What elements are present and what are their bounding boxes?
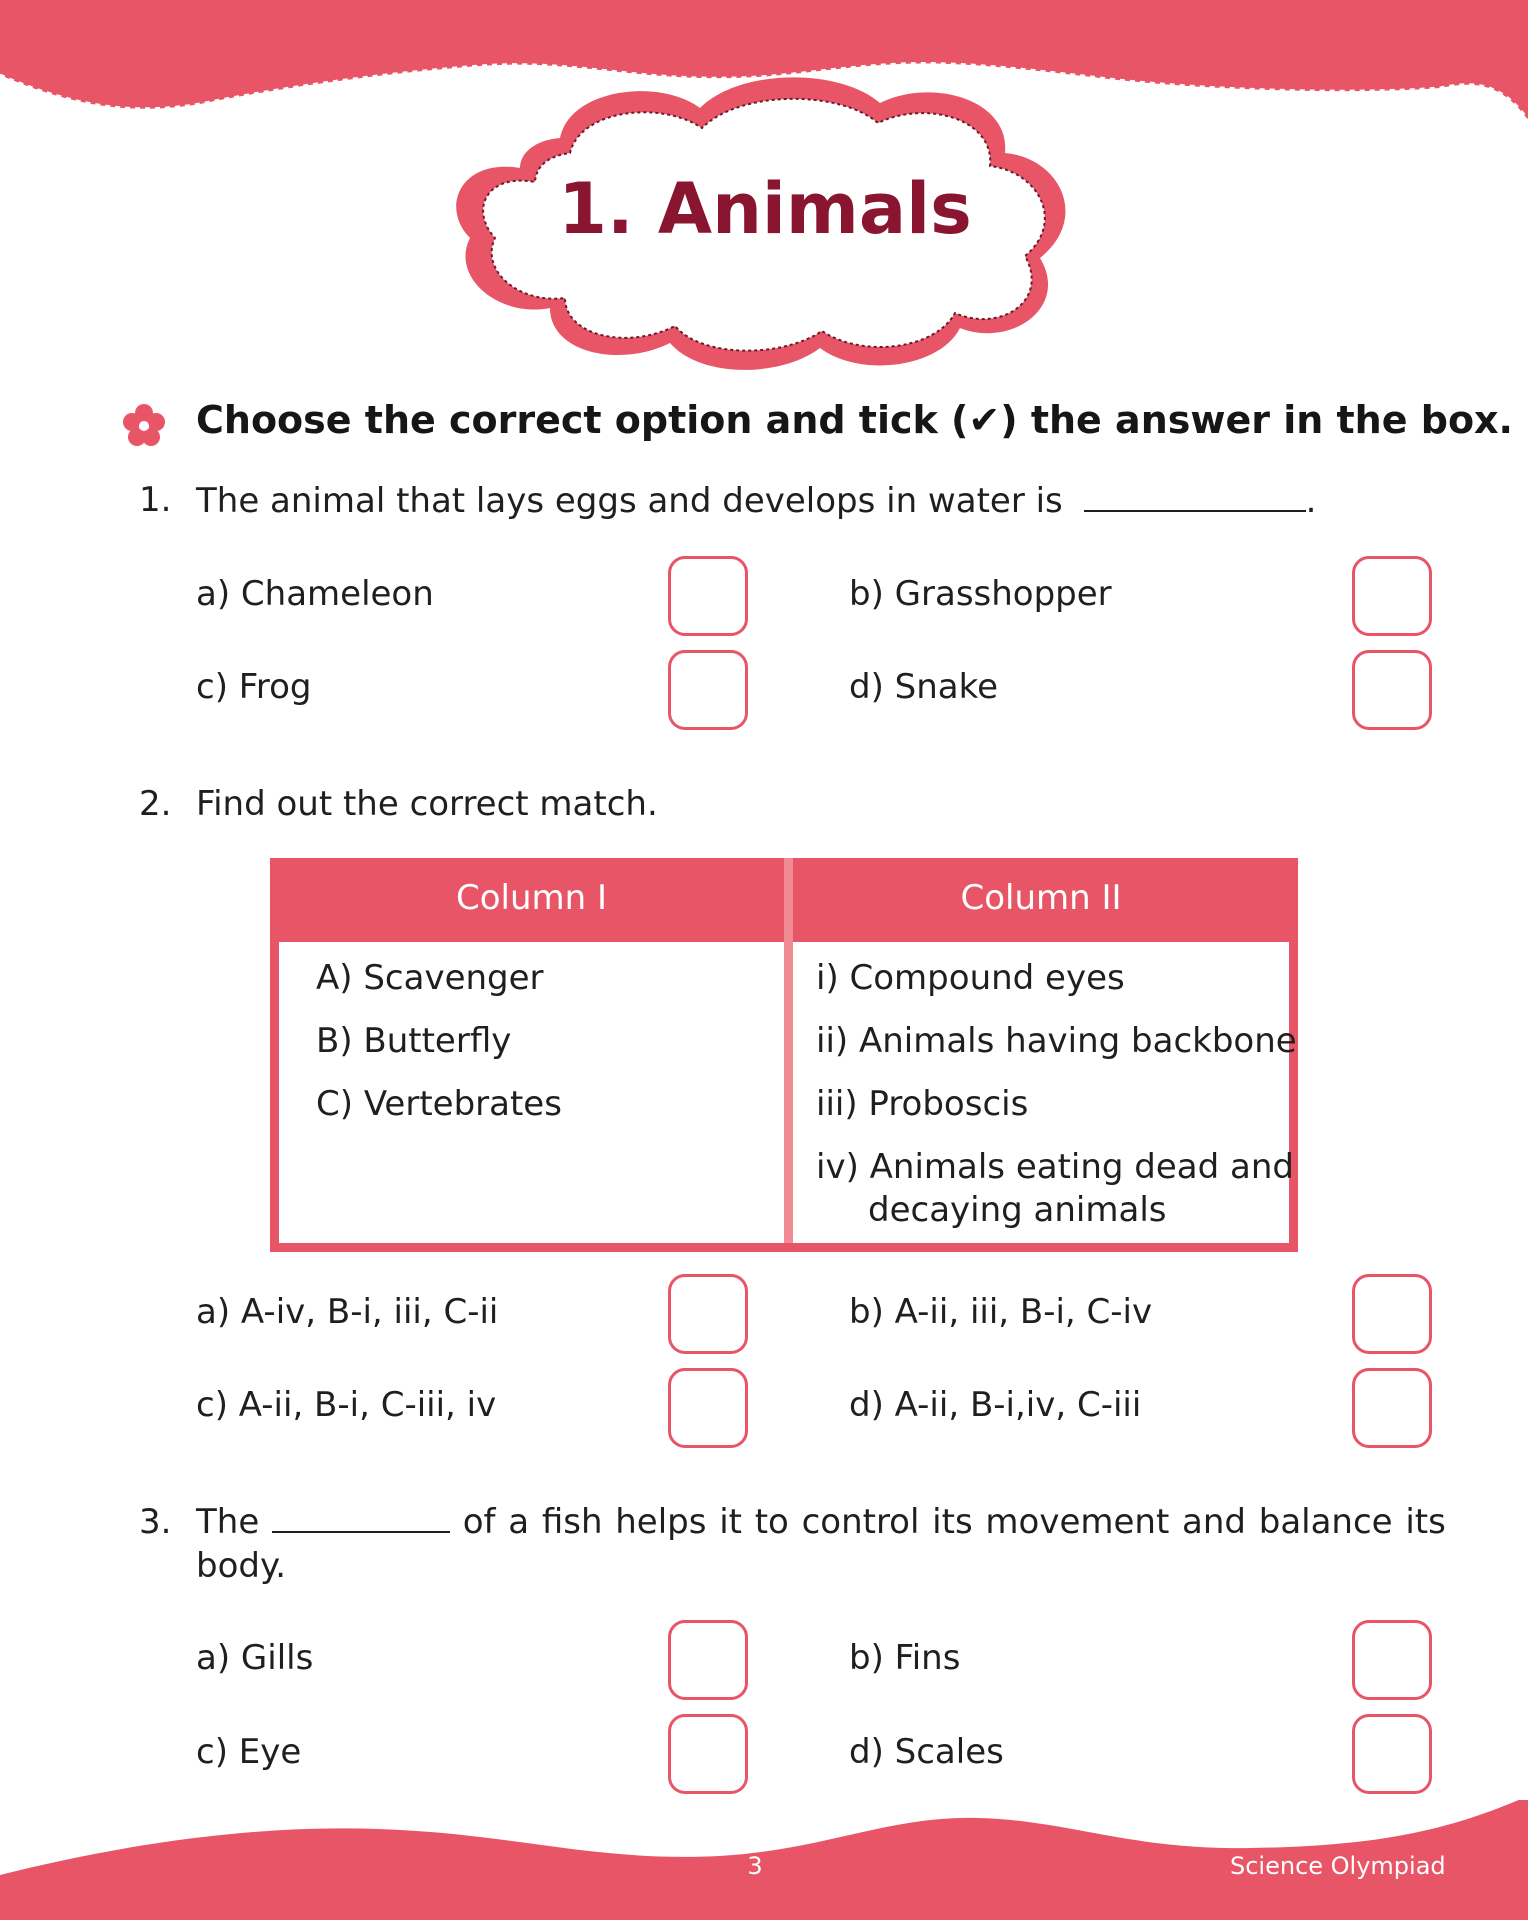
question-3-text bbox=[196, 1502, 1446, 1586]
q1-option-a-checkbox[interactable] bbox=[668, 556, 748, 636]
q2-option-d: d) A-ii, B-i,iv, C-iii bbox=[849, 1385, 1142, 1425]
q2-option-b-checkbox[interactable] bbox=[1352, 1274, 1432, 1354]
q3-word: it bbox=[719, 1502, 742, 1542]
q3-word: The bbox=[196, 1502, 260, 1542]
q1-option-c-checkbox[interactable] bbox=[668, 650, 748, 730]
question-1-end: . bbox=[1305, 481, 1317, 521]
question-2-number: 2. bbox=[139, 784, 172, 824]
q3-word: fish bbox=[541, 1502, 603, 1542]
q1-option-a: a) Chameleon bbox=[196, 574, 434, 614]
book-name: Science Olympiad bbox=[1230, 1852, 1446, 1880]
q2-option-c-checkbox[interactable] bbox=[668, 1368, 748, 1448]
q3-option-a: a) Gills bbox=[196, 1638, 314, 1678]
question-1-prompt: The animal that lays eggs and develops in water is bbox=[196, 481, 1063, 521]
answer-blank bbox=[1084, 480, 1306, 512]
q3-word: a bbox=[508, 1502, 530, 1542]
q2-option-a-checkbox[interactable] bbox=[668, 1274, 748, 1354]
q3-option-d-checkbox[interactable] bbox=[1352, 1714, 1432, 1794]
match-table-divider bbox=[784, 858, 793, 1243]
column-2-item: ii) Animals having backbone bbox=[816, 1021, 1297, 1061]
question-1-number: 1. bbox=[139, 480, 172, 520]
q2-option-b: b) A-ii, iii, B-i, C-iv bbox=[849, 1292, 1153, 1332]
q1-option-d-checkbox[interactable] bbox=[1352, 650, 1432, 730]
q1-option-b: b) Grasshopper bbox=[849, 574, 1112, 614]
q3-option-d: d) Scales bbox=[849, 1732, 1004, 1772]
column-2-item: iii) Proboscis bbox=[816, 1084, 1029, 1124]
q1-option-b-checkbox[interactable] bbox=[1352, 556, 1432, 636]
q3-option-c: c) Eye bbox=[196, 1732, 302, 1772]
q3-option-c-checkbox[interactable] bbox=[668, 1714, 748, 1794]
flower-icon bbox=[120, 402, 168, 450]
column-1-item: B) Butterfly bbox=[316, 1021, 512, 1061]
q3-word: helps bbox=[615, 1502, 707, 1542]
column-1-item: C) Vertebrates bbox=[316, 1084, 562, 1124]
q2-option-d-checkbox[interactable] bbox=[1352, 1368, 1432, 1448]
q2-option-a: a) A-iv, B-i, iii, C-ii bbox=[196, 1292, 499, 1332]
q1-option-d: d) Snake bbox=[849, 667, 999, 707]
page-number: 3 bbox=[747, 1852, 763, 1880]
question-1-text bbox=[196, 480, 1316, 521]
column-1-item: A) Scavenger bbox=[316, 958, 544, 998]
q3-word: and bbox=[1182, 1502, 1246, 1542]
question-2-text: Find out the correct match. bbox=[196, 784, 658, 824]
column-2-item-continuation: decaying animals bbox=[868, 1190, 1167, 1230]
q3-word: control bbox=[801, 1502, 920, 1542]
column-2-item: iv) Animals eating dead and bbox=[816, 1147, 1294, 1187]
q3-word: its bbox=[932, 1502, 973, 1542]
q3-word: balance bbox=[1258, 1502, 1393, 1542]
q3-word: to bbox=[754, 1502, 789, 1542]
answer-blank bbox=[272, 1505, 450, 1533]
column-1-header: Column I bbox=[455, 878, 608, 918]
column-2-item: i) Compound eyes bbox=[816, 958, 1125, 998]
q3-option-a-checkbox[interactable] bbox=[668, 1620, 748, 1700]
q3-word: its bbox=[1405, 1502, 1446, 1542]
q3-option-b: b) Fins bbox=[849, 1638, 961, 1678]
match-table bbox=[270, 858, 1298, 1252]
question-3-number: 3. bbox=[139, 1502, 172, 1542]
instruction-text: Choose the correct option and tick (✔) the answer in the box. bbox=[196, 398, 1513, 442]
q3-word: movement bbox=[985, 1502, 1170, 1542]
q3-option-b-checkbox[interactable] bbox=[1352, 1620, 1432, 1700]
q2-option-c: c) A-ii, B-i, C-iii, iv bbox=[196, 1385, 497, 1425]
q3-line-2: body. bbox=[196, 1546, 287, 1586]
column-2-header: Column II bbox=[960, 878, 1122, 918]
page-title: 1. Animals bbox=[558, 168, 972, 250]
q1-option-c: c) Frog bbox=[196, 667, 312, 707]
q3-word: of bbox=[462, 1502, 496, 1542]
